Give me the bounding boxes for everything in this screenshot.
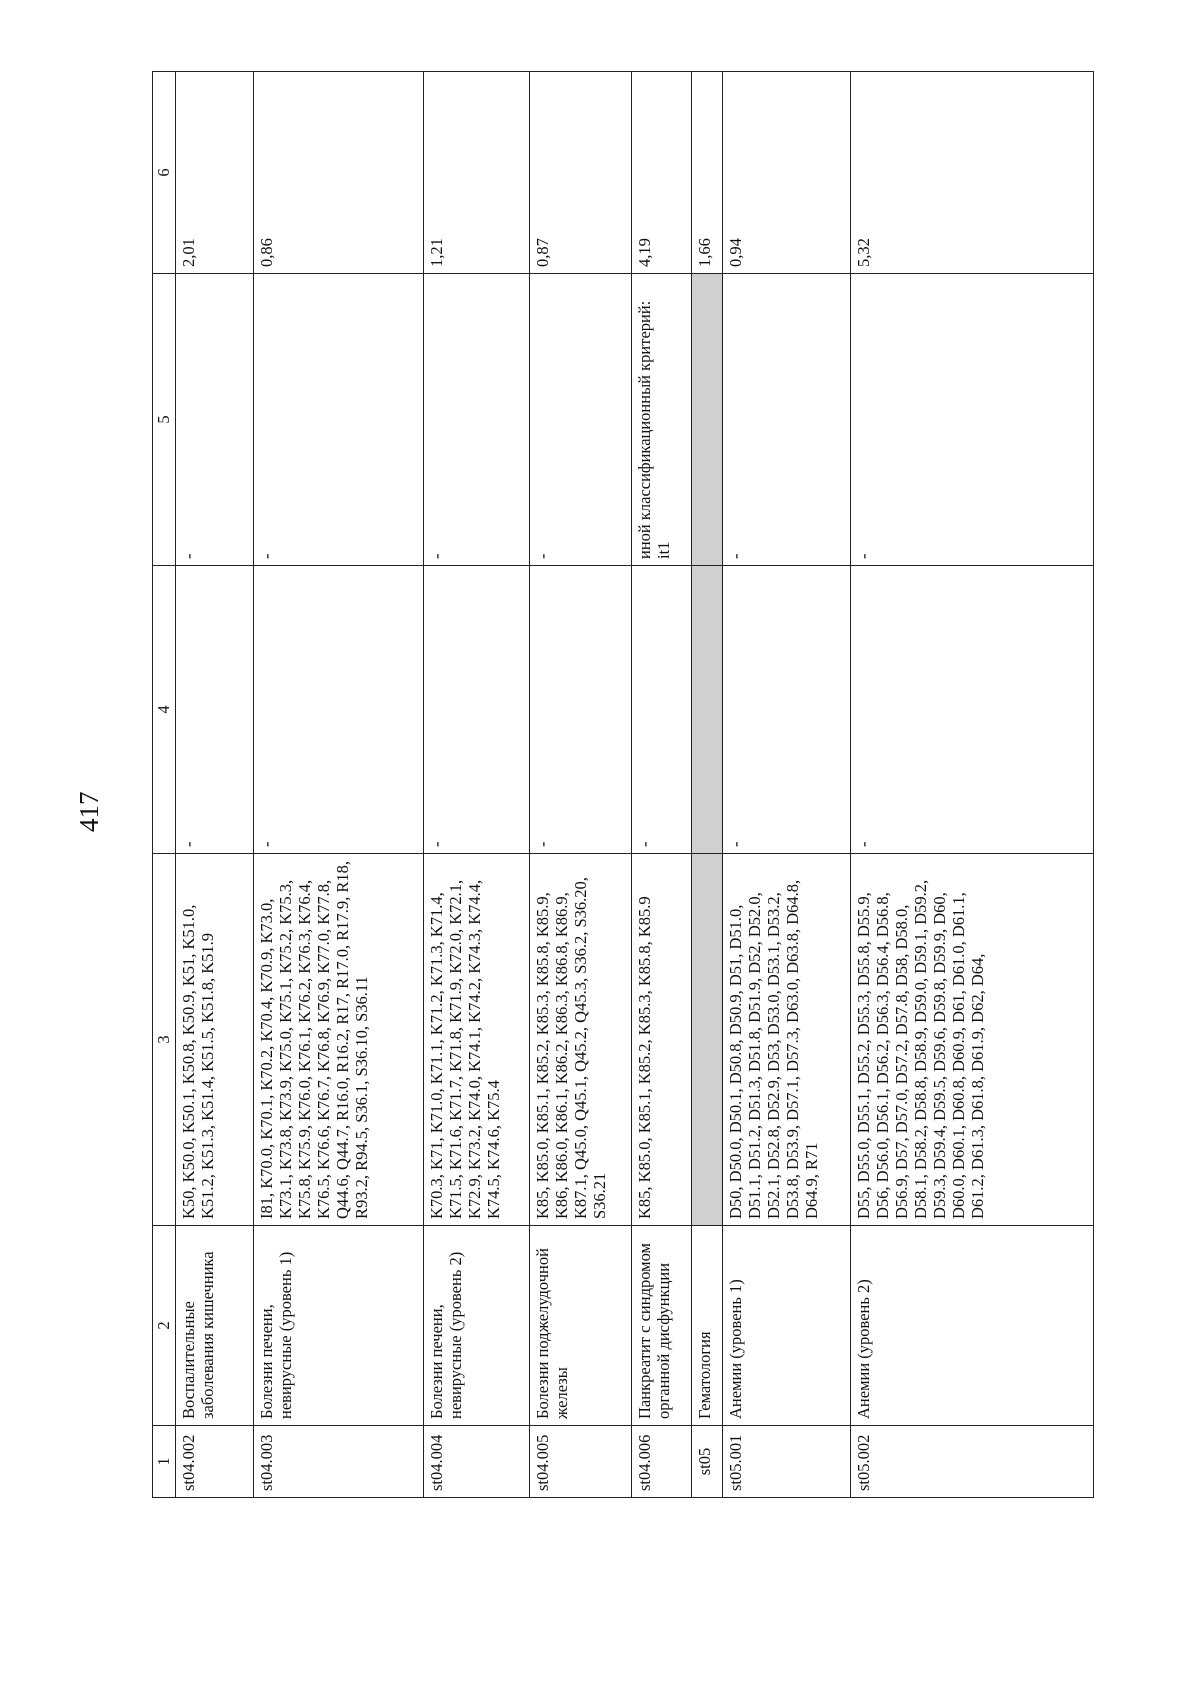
row-diagnosis-codes: K85, K85.0, K85.1, K85.2, K85.3, K85.8, K85.9, K86, K86.0, K86.1, K86.2, K86.3, K86.8, K86.9, K87.1, Q45.0, Q45.1, Q45.2, Q45.3, S36.2, S36.20, S36.21 xyxy=(530,854,632,1226)
row-coefficient: 1,21 xyxy=(424,72,530,274)
row-col4: - xyxy=(723,566,851,854)
row-diagnosis-codes: K85, K85.0, K85.1, K85.2, K85.3, K85.8, K85.9 xyxy=(632,854,692,1226)
row-coefficient: 5,32 xyxy=(851,72,1094,274)
row-col5: - xyxy=(424,274,530,566)
row-coefficient: 0,94 xyxy=(723,72,851,274)
header-cell-6: 6 xyxy=(153,72,176,274)
section-code: st05 xyxy=(692,1426,723,1498)
row-col4: - xyxy=(176,566,254,854)
row-name: Воспалительные заболевания кишечника xyxy=(176,1226,254,1426)
row-col5: - xyxy=(723,274,851,566)
table-row xyxy=(530,72,632,1498)
row-name: Болезни печени, невирусные (уровень 1) xyxy=(254,1226,424,1426)
row-coefficient: 0,86 xyxy=(254,72,424,274)
row-col5: - xyxy=(530,274,632,566)
row-col5: - xyxy=(254,274,424,566)
tariff-table xyxy=(152,71,1094,1498)
row-coefficient: 4,19 xyxy=(632,72,692,274)
page-number: 417 xyxy=(74,791,104,832)
row-code: st04.004 xyxy=(424,1426,530,1498)
section-name: Гематология xyxy=(692,1226,723,1426)
header-cell-1: 1 xyxy=(153,1426,176,1498)
header-row xyxy=(153,72,176,1498)
row-col4: - xyxy=(424,566,530,854)
header-cell-5: 5 xyxy=(153,274,176,566)
row-coefficient: 2,01 xyxy=(176,72,254,274)
row-diagnosis-codes: K50, K50.0, K50.1, K50.8, K50.9, K51, K51.0, K51.2, K51.3, K51.4, K51.5, K51.8, K51.9 xyxy=(176,854,254,1226)
row-code: st05.001 xyxy=(723,1426,851,1498)
row-coefficient: 0,87 xyxy=(530,72,632,274)
row-name: Болезни поджелудочной железы xyxy=(530,1226,632,1426)
row-code: st04.005 xyxy=(530,1426,632,1498)
row-col4: - xyxy=(632,566,692,854)
table-row xyxy=(632,72,692,1498)
section-empty-cell xyxy=(692,854,723,1226)
row-code: st04.003 xyxy=(254,1426,424,1498)
row-diagnosis-codes: D50, D50.0, D50.1, D50.8, D50.9, D51, D51.0, D51.1, D51.2, D51.3, D51.8, D51.9, D52, D52.0, D52.1, D52.8, D52.9, D53, D53.0, D53.1, D53.2, D53.8, D53.9, D57.1, D57.3, D63.0, D63.8, D64.8, D64.9, R71 xyxy=(723,854,851,1226)
table-row xyxy=(254,72,424,1498)
header-cell-2: 2 xyxy=(153,1226,176,1426)
row-name: Анемии (уровень 2) xyxy=(851,1226,1094,1426)
table-row xyxy=(851,72,1094,1498)
section-coefficient: 1,66 xyxy=(692,72,723,274)
table-row xyxy=(176,72,254,1498)
section-empty-cell xyxy=(692,274,723,566)
row-diagnosis-codes: D55, D55.0, D55.1, D55.2, D55.3, D55.8, D55.9, D56, D56.0, D56.1, D56.2, D56.3, D56.4, D56.8, D56.9, D57, D57.0, D57.2, D57.8, D58, D58.0, D58.1, D58.2, D58.8, D58.9, D59.0, D59.1, D59.2, D59.3, D59.4, D59.5, D59.6, D59.8, D59.9, D60, D60.0, D60.1, D60.8, D60.9, D61, D61.0, D61.1, D61.2, D61.3, D61.8, D61.9, D62, D64, xyxy=(851,854,1094,1226)
row-name: Анемии (уровень 1) xyxy=(723,1226,851,1426)
header-cell-3: 3 xyxy=(153,854,176,1226)
row-diagnosis-codes: K70.3, K71, K71.0, K71.1, K71.2, K71.3, K71.4, K71.5, K71.6, K71.7, K71.8, K71.9, K72.0, K72.1, K72.9, K73.2, K74.0, K74.1, K74.2, K74.3, K74.4, K74.5, K74.6, K75.4 xyxy=(424,854,530,1226)
row-diagnosis-codes: I81, K70.0, K70.1, K70.2, K70.4, K70.9, K73.0, K73.1, K73.8, K73.9, K75.0, K75.1, K75.2, K75.3, K75.8, K75.9, K76.0, K76.1, K76.2, K76.3, K76.4, K76.5, K76.6, K76.7, K76.8, K76.9, K77.0, K77.8, Q44.6, Q44.7, R16.0, R16.2, R17, R17.0, R17.9, R18, R93.2, R94.5, S36.1, S36.10, S36.11 xyxy=(254,854,424,1226)
row-name: Болезни печени, невирусные (уровень 2) xyxy=(424,1226,530,1426)
row-name: Панкреатит с синдромом органной дисфункции xyxy=(632,1226,692,1426)
row-classification-criterion: иной классификационный критерий: it1 xyxy=(632,274,692,566)
header-cell-4: 4 xyxy=(153,566,176,854)
row-code: st04.006 xyxy=(632,1426,692,1498)
section-empty-cell xyxy=(692,566,723,854)
row-col5: - xyxy=(851,274,1094,566)
row-col4: - xyxy=(254,566,424,854)
row-col4: - xyxy=(530,566,632,854)
row-col5: - xyxy=(176,274,254,566)
row-col4: - xyxy=(851,566,1094,854)
row-code: st04.002 xyxy=(176,1426,254,1498)
table-row xyxy=(723,72,851,1498)
table-row xyxy=(424,72,530,1498)
section-row xyxy=(692,72,723,1498)
rotated-table-container xyxy=(152,72,1094,1498)
row-code: st05.002 xyxy=(851,1426,1094,1498)
